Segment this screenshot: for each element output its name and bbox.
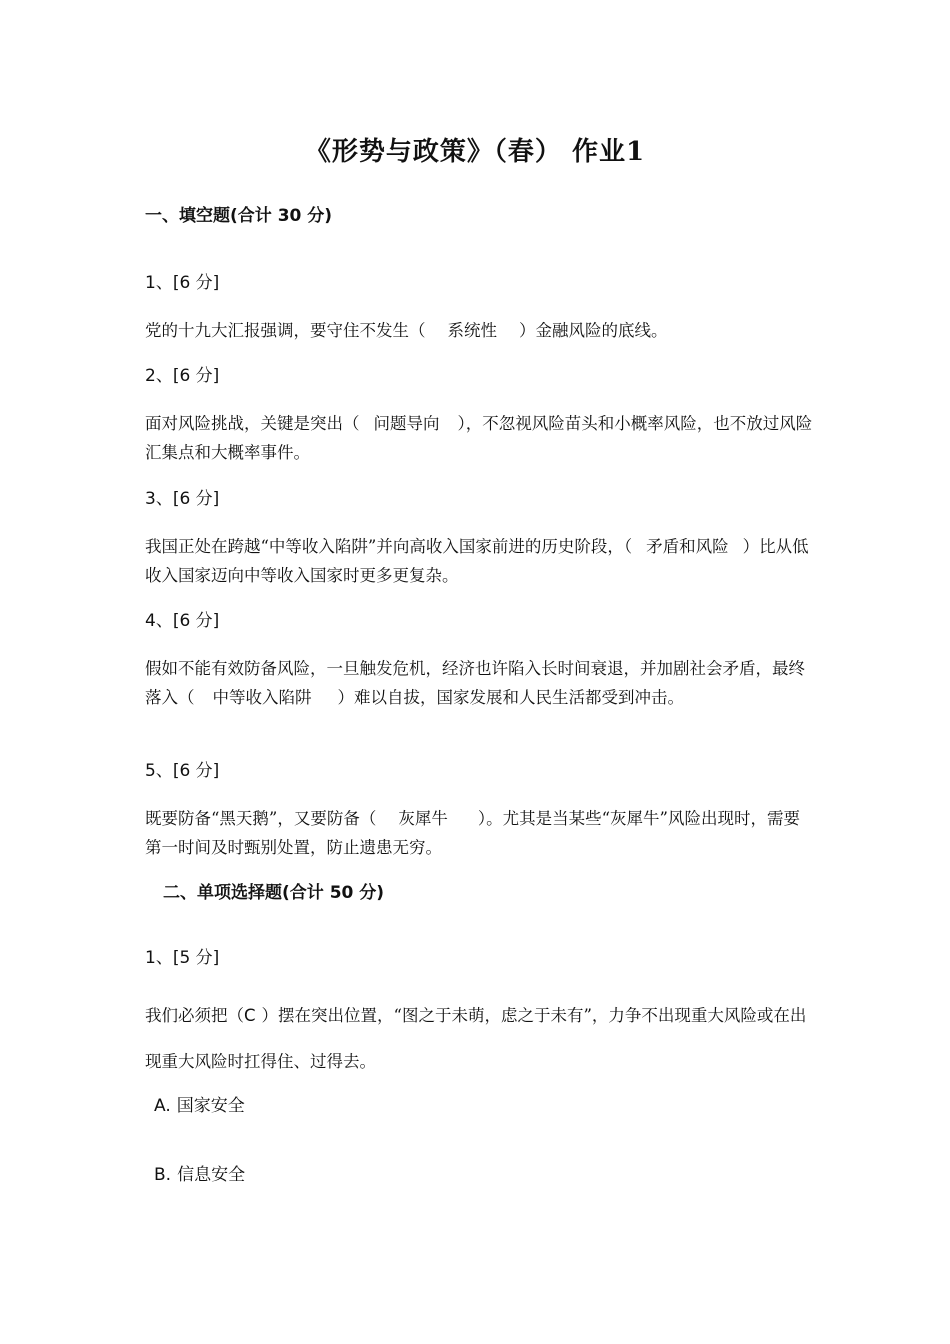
document-title: 《形势与政策》（春） 作业1	[304, 137, 646, 167]
option-text: 国家安全	[176, 1096, 245, 1116]
question-text-before: 既要防备“黑天鹅”，又要防备（	[145, 809, 377, 828]
answer-text: 系统性	[447, 321, 497, 340]
question-text	[145, 316, 813, 345]
question-text-before: 面对风险挑战，关键是突出（	[145, 414, 360, 433]
question-text-before: 假如不能有效防备风险，一旦触发危机，经济也许陷入长时间衰退，并加剧社会矛盾，最终落入（	[145, 659, 805, 707]
question-text	[145, 654, 813, 712]
question-text-before: 党的十九大汇报强调，要守住不发生（	[145, 321, 426, 340]
question-text	[145, 993, 813, 1085]
question-text-after: ）摆在突出位置，“图之于未萌，虑之于未有”，力争不出现重大风险或在出现重大风险时扛得住、过得去。	[145, 1006, 807, 1071]
question-text-before: 我们必须把（	[145, 1006, 244, 1025]
question-text-after: ），不忽视风险苗头和小概率风险，也不放过风险汇集点和大概率事件。	[145, 414, 813, 462]
question-number: 1、[6 分]	[145, 273, 220, 293]
question-number: 2、[6 分]	[145, 366, 220, 386]
question-text-after: ）。尤其是当某些“灰犀牛”风险出现时，需要第一时间及时甄别处置，防止遗患无穷。	[145, 809, 800, 857]
question-text	[145, 409, 813, 467]
answer-text: 灰犀牛	[398, 809, 448, 828]
question-text-after: ）金融风险的底线。	[519, 321, 668, 340]
option-letter: A.	[154, 1096, 171, 1116]
question-number: 5、[6 分]	[145, 761, 220, 781]
question-text-before: 我国正处在跨越“中等收入陷阱”并向高收入国家前进的历史阶段，（	[145, 537, 633, 556]
section-heading-single-choice: 二、单项选择题(合计 50 分)	[163, 883, 385, 903]
choice-option-b	[154, 1162, 245, 1188]
answer-text: 问题导向	[373, 414, 440, 433]
question-number: 3、[6 分]	[145, 489, 220, 509]
question-text-after: ）比从低收入国家迈向中等收入国家时更多更复杂。	[145, 537, 809, 585]
option-letter: B.	[154, 1165, 172, 1185]
choice-option-a	[154, 1093, 245, 1119]
option-text: 信息安全	[177, 1165, 246, 1185]
answer-text: C	[244, 1006, 256, 1025]
answer-text: 矛盾和风险	[646, 537, 729, 556]
section-heading-fill-in: 一、填空题(合计 30 分)	[145, 206, 333, 226]
answer-text: 中等收入陷阱	[212, 688, 312, 707]
question-text-after: ）难以自拔，国家发展和人民生活都受到冲击。	[337, 688, 684, 707]
question-number: 1、[5 分]	[145, 948, 220, 968]
question-text	[145, 532, 813, 590]
question-text	[145, 804, 813, 862]
question-number: 4、[6 分]	[145, 611, 220, 631]
